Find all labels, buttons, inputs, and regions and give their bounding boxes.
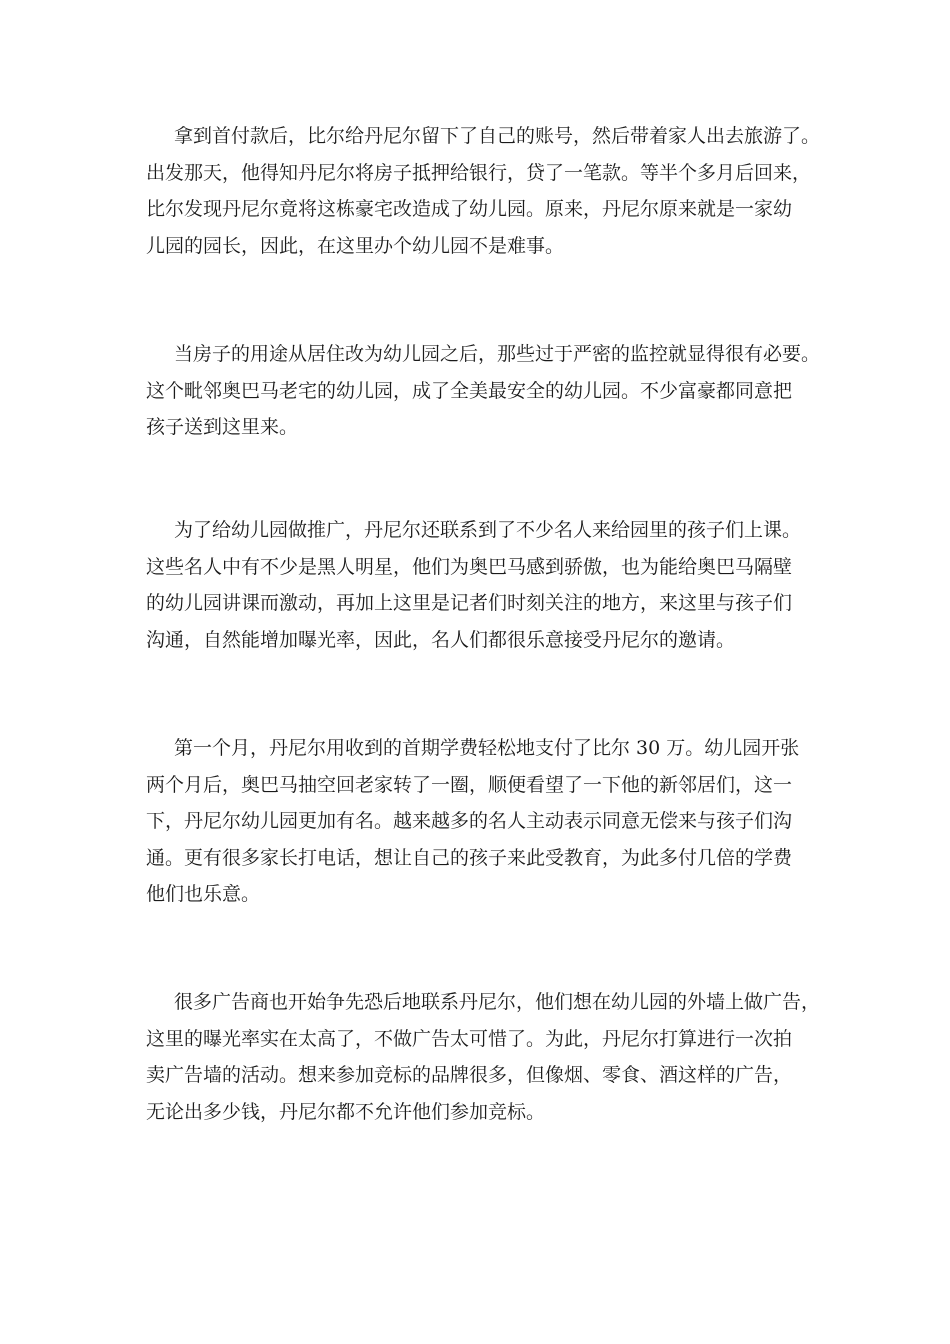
- paragraph-line: 下，丹尼尔幼儿园更加有名。越来越多的名人主动表示同意无偿来与孩子们沟: [146, 810, 793, 832]
- paragraph-line: 当房子的用途从居住改为幼儿园之后，那些过于严密的监控就显得很有必要。: [174, 343, 821, 365]
- paragraph-line: 无论出多少钱，丹尼尔都不允许他们参加竞标。: [146, 1100, 546, 1123]
- paragraph-4: [146, 730, 799, 913]
- paragraph-line: 为了给幼儿园做推广，丹尼尔还联系到了不少名人来给园里的孩子们上课。: [174, 519, 802, 541]
- paragraph-line: 这里的曝光率实在太高了，不做广告太可惜了。为此，丹尼尔打算进行一次拍: [146, 1027, 793, 1050]
- paragraph-1: [146, 118, 820, 264]
- paragraph-5: [146, 984, 820, 1130]
- paragraph-line: 卖广告墙的活动。想来参加竞标的品牌很多，但像烟、零食、酒这样的广告，: [146, 1064, 793, 1086]
- paragraph-line: 孩子送到这里来。: [146, 416, 299, 438]
- paragraph-line: 沟通，自然能增加曝光率，因此，名人们都很乐意接受丹尼尔的邀请。: [146, 628, 736, 651]
- paragraph-line: 出发那天，他得知丹尼尔将房子抵押给银行，贷了一笔款。等半个多月后回来，: [146, 161, 812, 184]
- paragraph-line: 比尔发现丹尼尔竟将这栋豪宅改造成了幼儿园。原来，丹尼尔原来就是一家幼: [146, 198, 793, 220]
- paragraph-line: 的幼儿园讲课而激动，再加上这里是记者们时刻关注的地方，来这里与孩子们: [146, 592, 793, 614]
- paragraph-line: 他们也乐意。: [146, 883, 261, 905]
- paragraph-line: 拿到首付款后，比尔给丹尼尔留下了自己的账号，然后带着家人出去旅游了。: [174, 125, 821, 147]
- paragraph-2: [146, 336, 820, 446]
- paragraph-line: 很多广告商也开始争先恐后地联系丹尼尔，他们想在幼儿园的外墙上做广告，: [174, 991, 821, 1013]
- paragraph-line: 两个月后，奥巴马抽空回老家转了一圈，顺便看望了一下他的新邻居们，这一: [146, 773, 793, 796]
- paragraph-3: [146, 512, 801, 658]
- paragraph-line: 第一个月，丹尼尔用收到的首期学费轻松地支付了比尔 30 万。幼儿园开张: [174, 737, 800, 759]
- paragraph-line: 这个毗邻奥巴马老宅的幼儿园，成了全美最安全的幼儿园。不少富豪都同意把: [146, 379, 793, 402]
- paragraph-line: 通。更有很多家长打电话，想让自己的孩子来此受教育，为此多付几倍的学费: [146, 846, 793, 869]
- paragraph-line: 儿园的园长，因此，在这里办个幼儿园不是难事。: [146, 234, 565, 257]
- paragraph-line: 这些名人中有不少是黑人明星，他们为奥巴马感到骄傲，也为能给奥巴马隔壁: [146, 555, 793, 578]
